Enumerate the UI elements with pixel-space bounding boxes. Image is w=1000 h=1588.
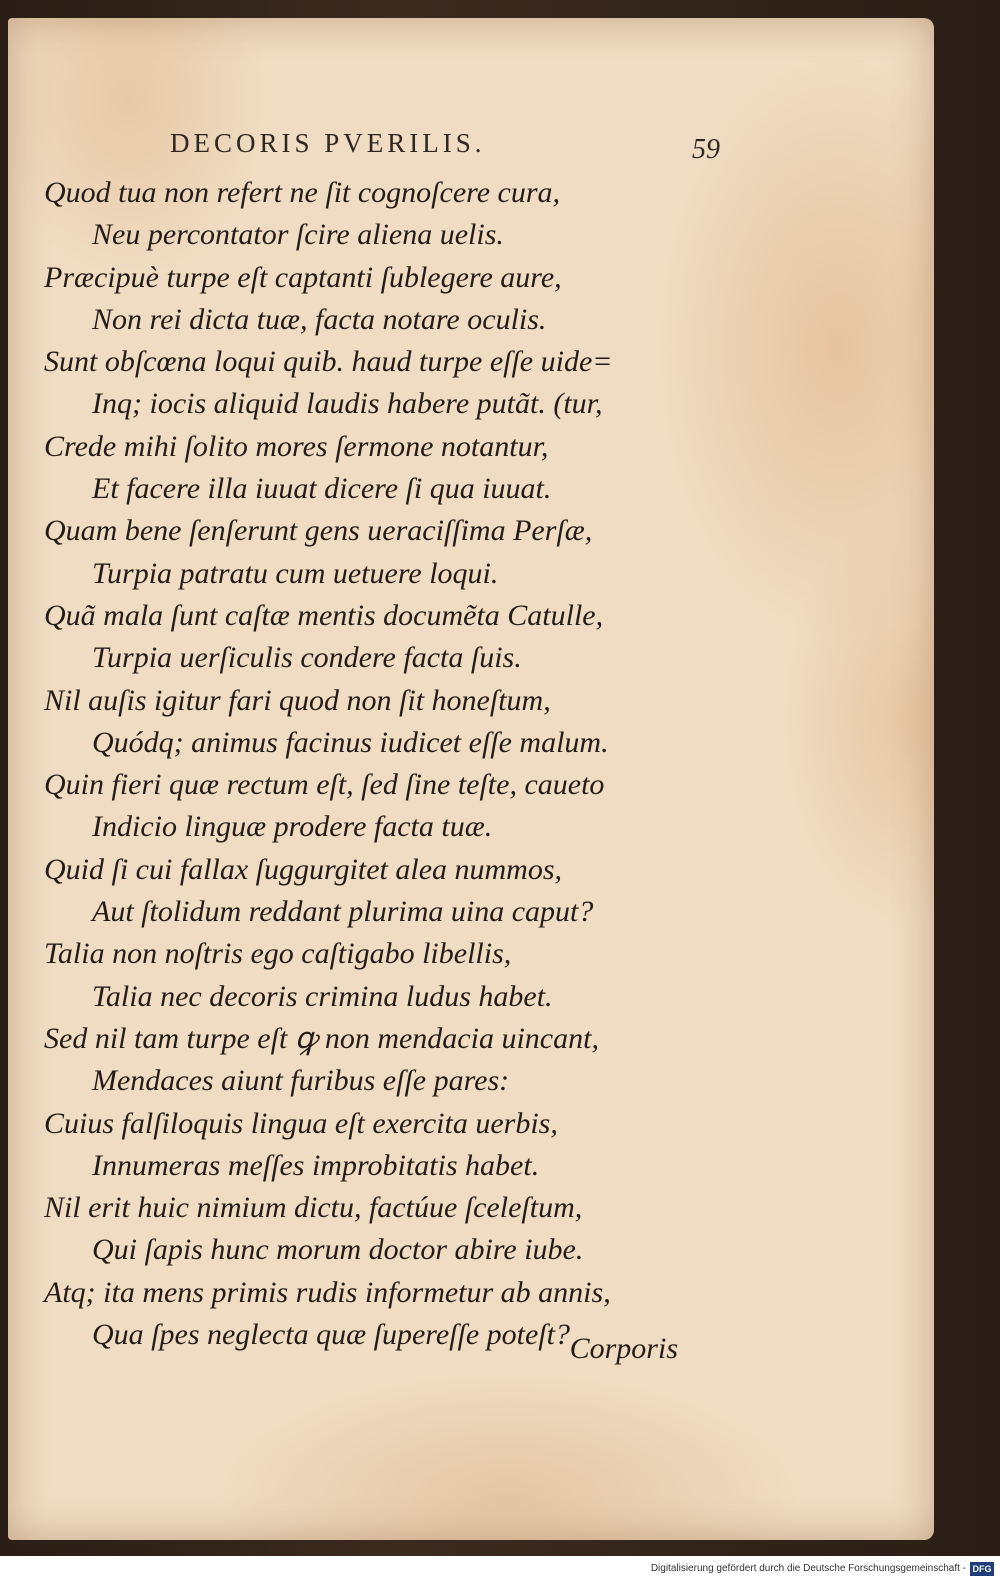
- verse-block: [44, 172, 724, 1356]
- verse-line: Quódq; animus facinus iudicet eſſe malum.: [92, 725, 609, 759]
- verse-line: Qui ſapis hunc morum doctor abire iube.: [92, 1233, 584, 1267]
- verse-line: Neu percontator ſcire aliena uelis.: [92, 218, 504, 252]
- verse-line: Turpia uerſiculis condere facta ſuis.: [92, 641, 522, 675]
- verse-line: Talia nec decoris crimina ludus habet.: [92, 979, 553, 1013]
- page-header: [160, 128, 720, 168]
- verse-line: Quid ſi cui fallax ſuggurgitet alea nummos,: [44, 852, 563, 886]
- verse-line: Quin fieri quæ rectum eſt, ſed ſine teſte, caueto: [44, 768, 605, 802]
- running-title: DECORIS PVERILIS.: [170, 128, 486, 158]
- verse-line: Aut ſtolidum reddant plurima uina caput?: [92, 895, 594, 929]
- page-number: 59: [692, 134, 720, 165]
- verse-line: Sunt obſcœna loqui quib. haud turpe eſſe uide=: [44, 345, 613, 379]
- verse-line: Mendaces aiunt furibus eſſe pares:: [92, 1064, 510, 1098]
- verse-line: Atq; ita mens primis rudis informetur ab annis,: [44, 1275, 611, 1309]
- verse-line: Nil auſis igitur fari quod non ſit honeſtum,: [44, 683, 551, 717]
- verse-line: Inq; iocis aliquid laudis habere putãt. (tur,: [92, 387, 603, 421]
- verse-line: Et facere illa iuuat dicere ſi qua iuuat.: [92, 472, 552, 506]
- verse-line: Indicio linguæ prodere facta tuæ.: [92, 810, 493, 844]
- verse-line: Quod tua non refert ne ſit cognoſcere cura,: [44, 176, 561, 209]
- catchword: Corporis: [569, 1332, 678, 1365]
- verse-line: Præcipuè turpe eſt captanti ſublegere aure,: [44, 260, 562, 294]
- verse-line: Turpia patratu cum uetuere loqui.: [92, 556, 499, 590]
- dfg-logo-icon: DFG: [970, 1562, 994, 1576]
- funding-credit: Digitalisierung gefördert durch die Deutsche Forschungsgemeinschaft -: [650, 1563, 966, 1574]
- verse-line: Sed nil tam turpe eſt ꝙ non mendacia uincant,: [44, 1021, 599, 1055]
- footer-bar: [0, 1556, 1000, 1588]
- verse-line: Nil erit huic nimium dictu, factúue ſceleſtum,: [44, 1191, 583, 1225]
- verse-line: Crede mihi ſolito mores ſermone notantur,: [44, 429, 549, 463]
- verse-line: Quam bene ſenſerunt gens ueraciſſima Perſæ,: [44, 514, 593, 548]
- verse-line: Qua ſpes neglecta quæ ſupereſſe poteſt?: [92, 1318, 570, 1352]
- verse-line: Quã mala ſunt caſtæ mentis documẽta Catulle,: [44, 598, 604, 632]
- verse-line: Innumeras meſſes improbitatis habet.: [92, 1148, 540, 1182]
- verse-line: Non rei dicta tuæ, facta notare oculis.: [92, 302, 547, 336]
- verse-line: Talia non noſtris ego caſtigabo libellis,: [44, 937, 512, 971]
- verse-line: Cuius falſiloquis lingua eſt exercita uerbis,: [44, 1106, 558, 1140]
